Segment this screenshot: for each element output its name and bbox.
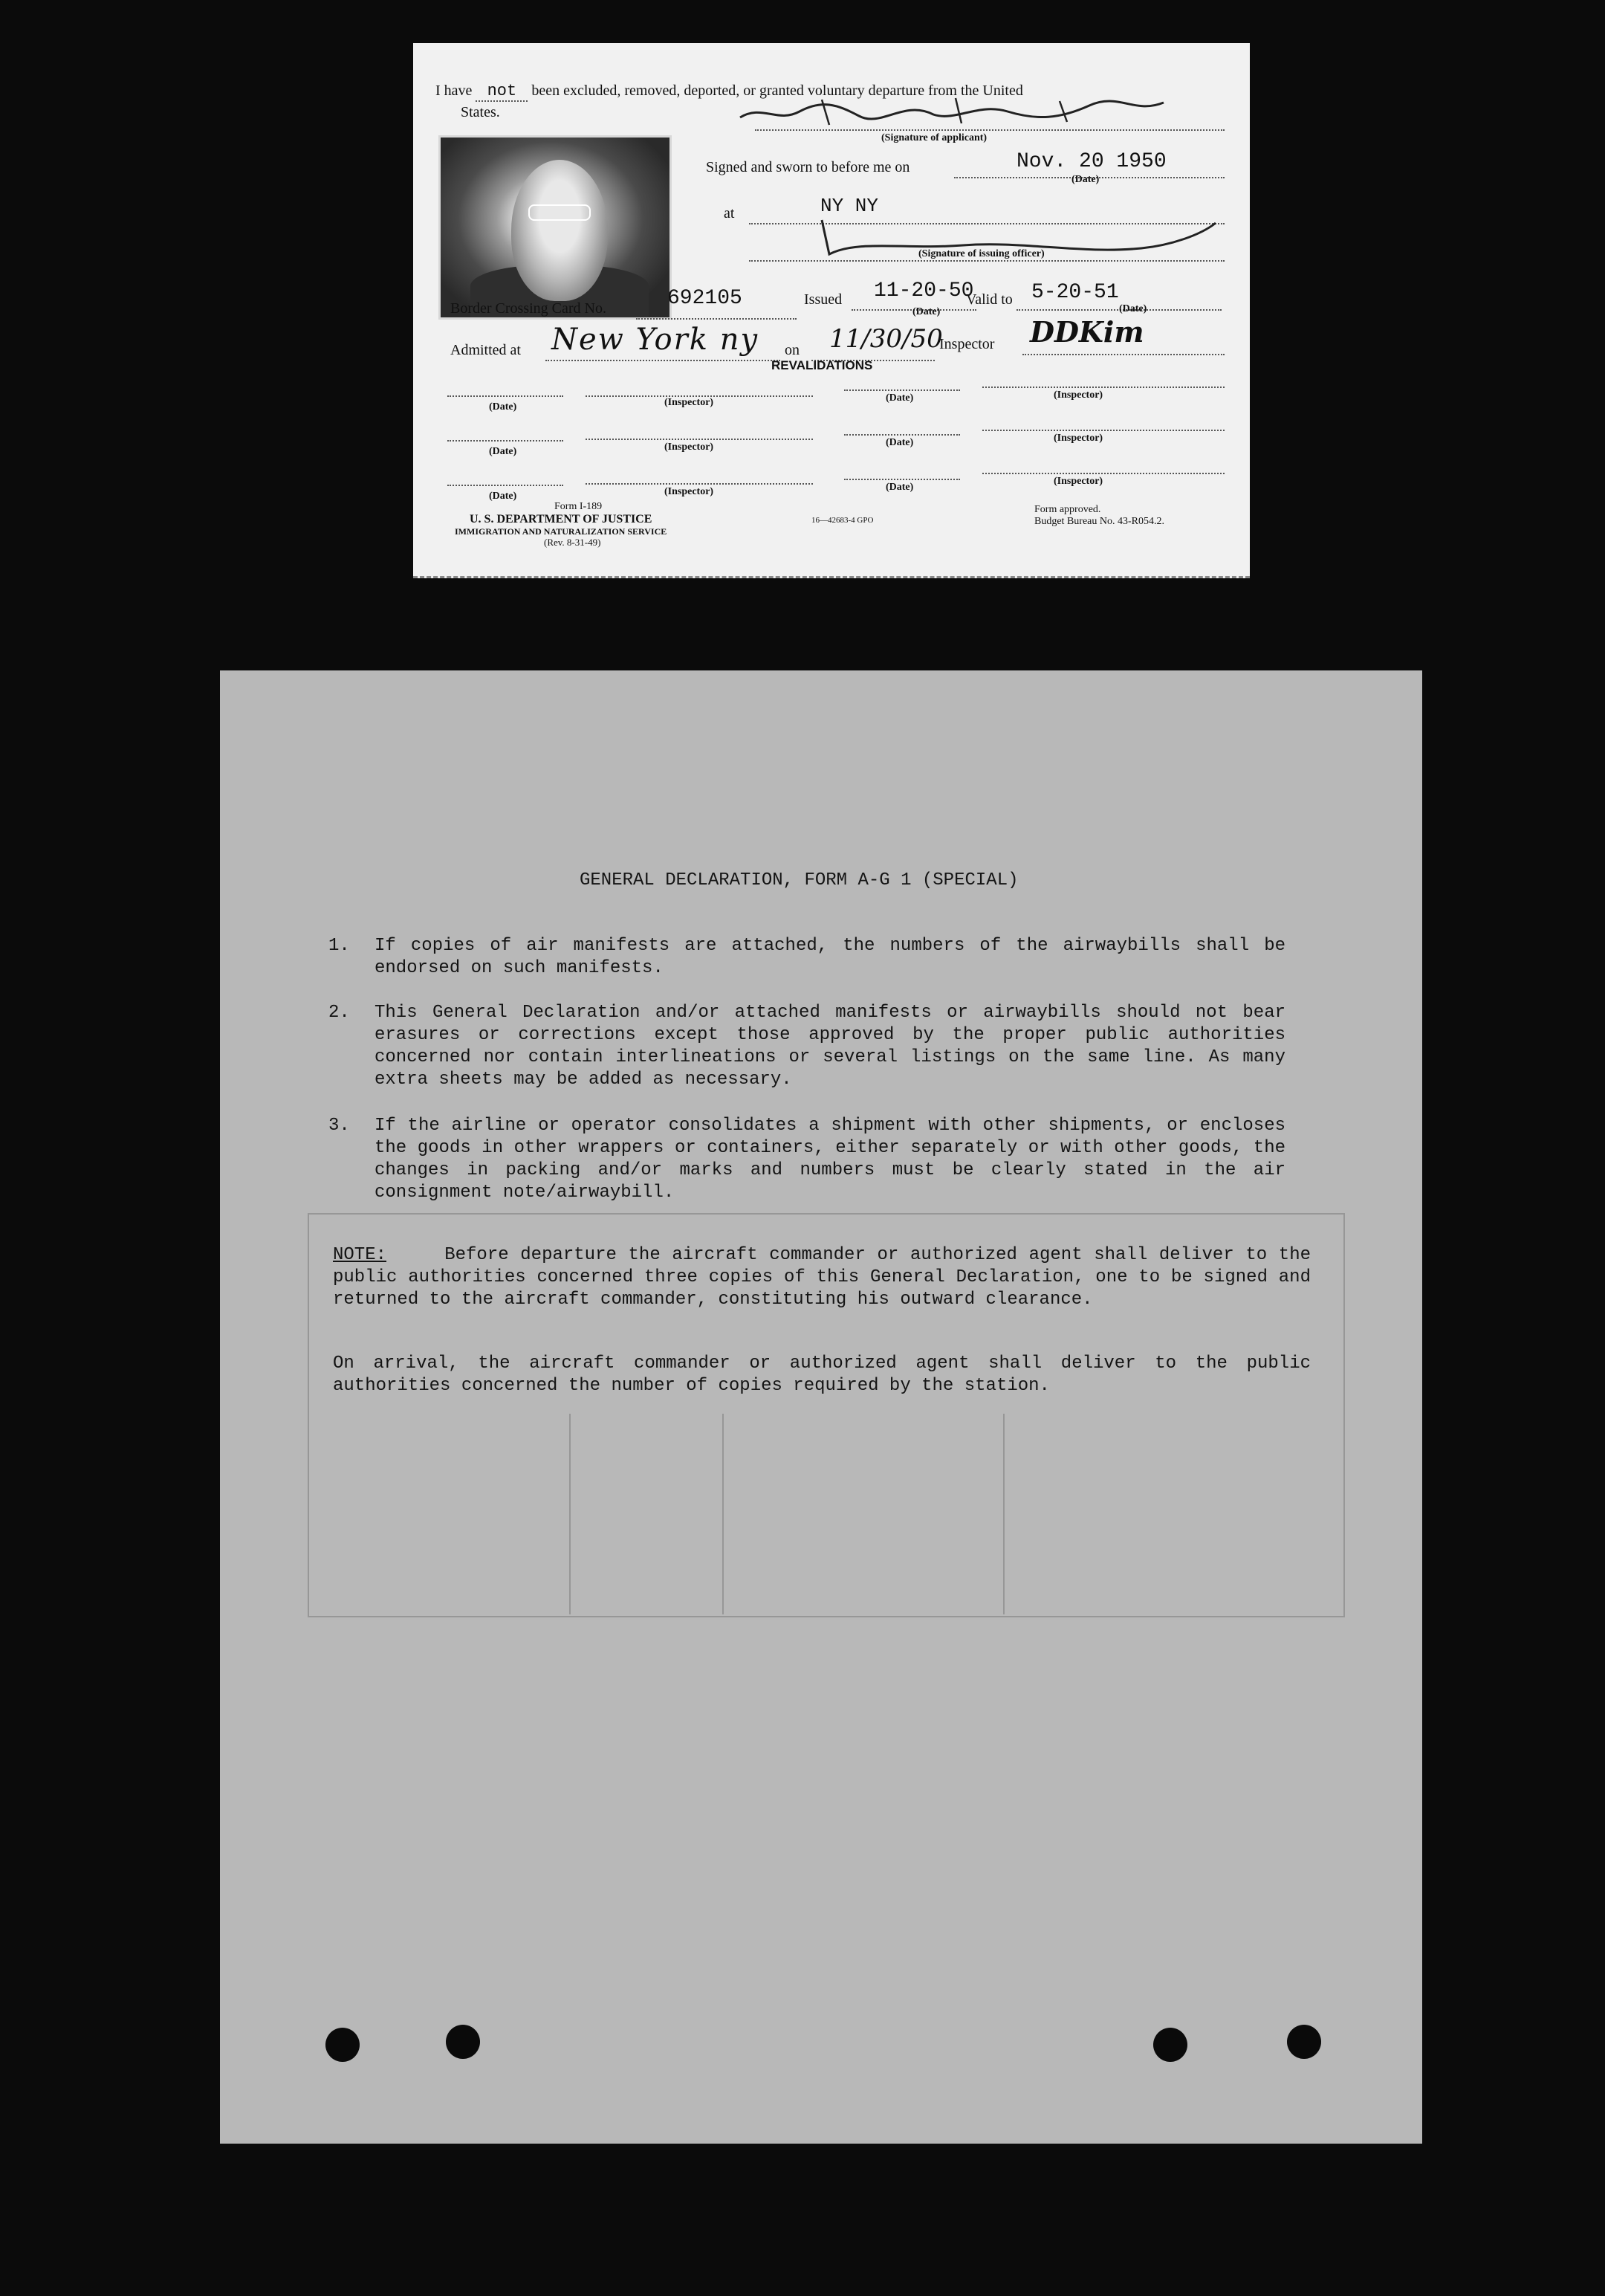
officer-signature-line xyxy=(749,260,1225,262)
punch-hole xyxy=(1153,2028,1187,2062)
border-crossing-card xyxy=(413,43,1250,578)
note-label: NOTE: xyxy=(333,1245,387,1265)
bleed-through-rule xyxy=(722,1414,724,1614)
rev-inspector-6: (Inspector) xyxy=(1054,476,1103,487)
at-label: at xyxy=(724,205,735,221)
statement-rest: been excluded, removed, deported, or granted voluntary departure from the United xyxy=(531,83,1023,99)
issued-label: Issued xyxy=(804,291,843,308)
punch-hole xyxy=(325,2028,360,2062)
rev-inspector-4: (Inspector) xyxy=(1054,433,1103,444)
gpo-code: 16—42683-4 GPO xyxy=(811,516,874,525)
rev-inspector-3: (Inspector) xyxy=(664,442,714,453)
bcc-number: 692105 xyxy=(667,287,742,310)
rev-date-1: (Date) xyxy=(489,401,517,413)
statement-fill: not xyxy=(476,82,528,102)
rev-inspector-5: (Inspector) xyxy=(664,486,714,497)
service: IMMIGRATION AND NATURALIZATION SERVICE xyxy=(455,526,667,537)
arrival-paragraph: On arrival, the aircraft commander or authorized agent shall deliver to the public authorities concerned the number of copies required by the station. xyxy=(333,1354,1311,1396)
valid-date-caption: (Date) xyxy=(1119,303,1147,314)
item-number: 3. xyxy=(328,1116,350,1136)
sig-officer-caption: (Signature of issuing officer) xyxy=(918,248,1045,259)
inspector-value: DDKim xyxy=(1030,315,1144,349)
at-value: NY NY xyxy=(820,195,879,217)
inspector-label: Inspector xyxy=(939,336,995,352)
applicant-photo xyxy=(438,135,672,320)
rev-date-2: (Date) xyxy=(886,392,914,404)
on-value: 11/30/50 xyxy=(829,324,943,354)
admitted-line xyxy=(545,360,780,361)
form-number: Form I-189 xyxy=(554,501,603,512)
department: U. S. DEPARTMENT OF JUSTICE xyxy=(470,513,652,526)
applicant-signature-line xyxy=(755,129,1225,131)
statement-prefix: I have xyxy=(435,83,473,99)
inspector-line xyxy=(1022,354,1225,355)
item-text: If the airline or operator consolidates a shipment with other shipments, or encloses the goods in other wrappers or containers, either separately or with other goods, the changes in packing and/or marks and numbers must be clearly stated in the air consignment note/airwaybill. xyxy=(374,1116,1285,1203)
admitted-label: Admitted at xyxy=(450,342,521,358)
bleed-through-rule xyxy=(1003,1414,1005,1614)
note-text: Before departure the aircraft commander or authorized agent shall deliver to the public authorities concerned three copies of this General Declaration, one to be signed and returned to the aircraft commander, constituting his outward clearance. xyxy=(333,1245,1311,1310)
revision: (Rev. 8-31-49) xyxy=(544,537,601,548)
issued-value: 11-20-50 xyxy=(874,279,974,303)
item-number: 1. xyxy=(328,936,350,956)
valid-value: 5-20-51 xyxy=(1031,281,1119,304)
rev-date-4: (Date) xyxy=(886,437,914,448)
general-declaration-sheet xyxy=(220,670,1422,2144)
rev-date-6: (Date) xyxy=(886,482,914,493)
statement-end: States. xyxy=(461,104,500,120)
item-text: If copies of air manifests are attached, the numbers of the airwaybills shall be endorsed on such manifests. xyxy=(374,936,1285,978)
sworn-date: Nov. 20 1950 xyxy=(1016,150,1167,173)
sworn-label: Signed and sworn to before me on xyxy=(706,159,910,175)
punch-hole xyxy=(1287,2025,1321,2059)
rev-inspector-2: (Inspector) xyxy=(1054,389,1103,401)
rev-inspector-1: (Inspector) xyxy=(664,397,714,408)
item-text: This General Declaration and/or attached manifests or airwaybills should not bear erasures or corrections except those approved by the proper public authorities concerned nor contain interlineations or several listings on the same line. As many extra sheets may be added as necessary. xyxy=(374,1003,1285,1090)
valid-label: Valid to xyxy=(966,291,1013,308)
sig-applicant-caption: (Signature of applicant) xyxy=(881,132,988,143)
bleed-through-rule xyxy=(569,1414,571,1614)
form-approved: Form approved. xyxy=(1034,504,1101,515)
revalidations-label: REVALIDATIONS xyxy=(771,358,873,372)
on-label: on xyxy=(785,342,800,358)
rev-date-5: (Date) xyxy=(489,491,517,502)
rev-date-3: (Date) xyxy=(489,446,517,457)
item-number: 2. xyxy=(328,1003,350,1023)
note-paragraph xyxy=(333,1244,1311,1311)
punch-hole xyxy=(446,2025,480,2059)
issued-date-caption: (Date) xyxy=(912,306,941,317)
bcc-label: Border Crossing Card No. xyxy=(450,300,606,317)
applicant-signature xyxy=(710,89,1186,134)
bcc-line xyxy=(636,318,797,320)
declaration-title: GENERAL DECLARATION, FORM A-G 1 (SPECIAL) xyxy=(580,870,1019,890)
budget-number: Budget Bureau No. 43-R054.2. xyxy=(1034,516,1164,527)
admitted-value: New York ny xyxy=(551,323,759,357)
sworn-date-caption: (Date) xyxy=(1071,174,1100,185)
